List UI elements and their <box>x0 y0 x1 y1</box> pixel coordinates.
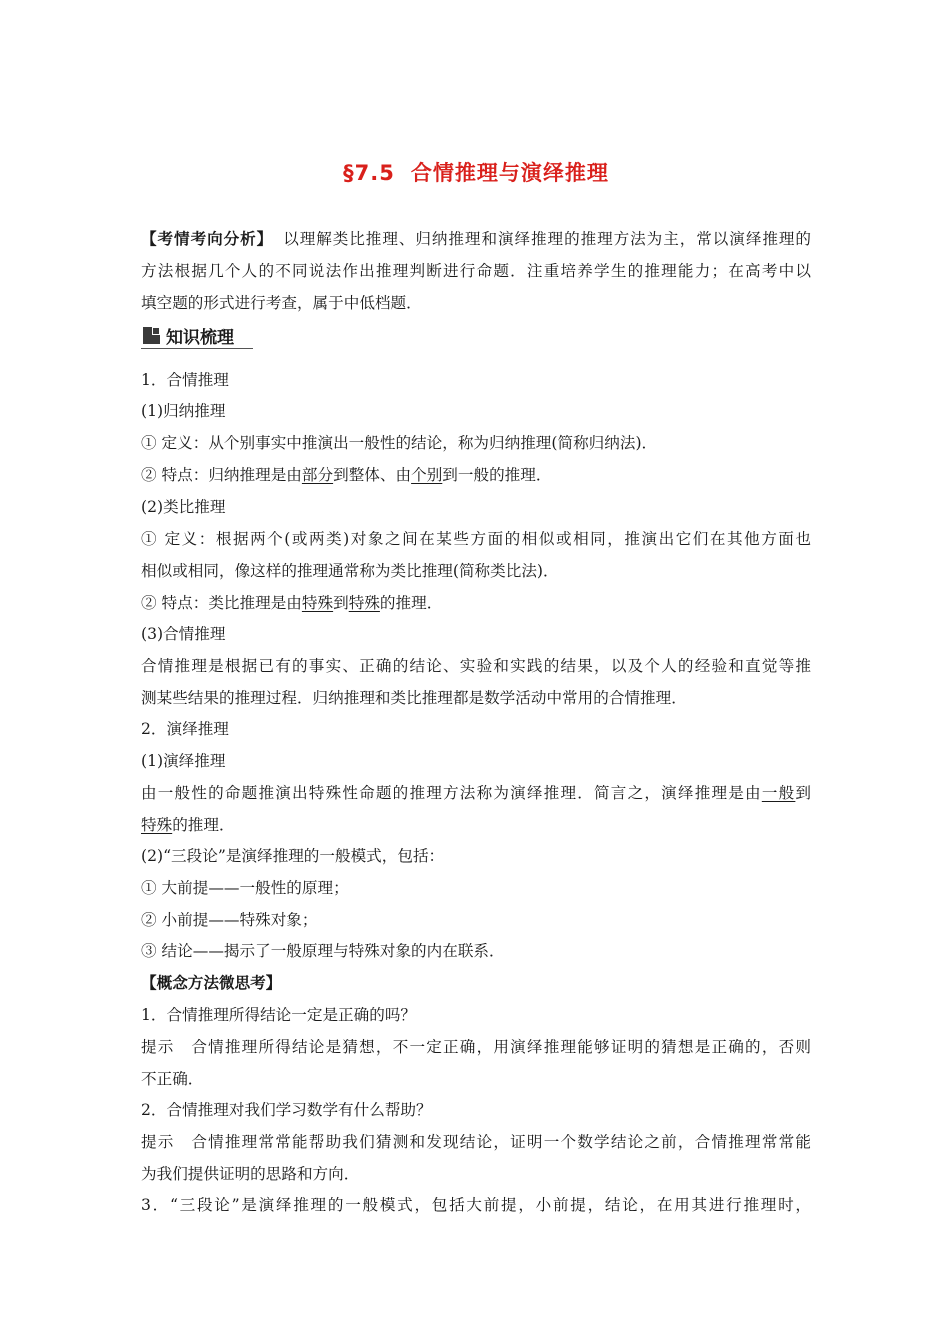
section-number: §7.5 <box>343 161 395 185</box>
underline-term: 特殊 <box>141 816 173 834</box>
knowledge-heading <box>141 322 253 350</box>
underline-term: 特殊 <box>301 594 334 612</box>
knowledge-heading-label: 知识梳理 <box>166 328 234 348</box>
s1-sub1-definition: ① 定义：从个别事实中推演出一般性的结论，称为归纳推理(简称归纳法)． <box>141 434 658 452</box>
s1-sub1: (1)归纳推理 <box>141 402 226 420</box>
think-question-2: 2．合情推理对我们学习数学有什么帮助？ <box>141 1101 432 1119</box>
underline-term: 特殊 <box>348 594 380 612</box>
think-answer-2-line-2: 为我们提供证明的思路和方向． <box>141 1165 360 1183</box>
think-answer-1-line-2: 不正确． <box>141 1070 204 1088</box>
underline-term: 部分 <box>301 466 334 484</box>
underline-term: 一般 <box>761 784 796 802</box>
s2-sub2: (2)“三段论”是演绎推理的一般模式，包括： <box>141 847 445 865</box>
s2-item-2: ② 小前提——特殊对象； <box>141 911 318 929</box>
analysis-text-1: 以理解类比推理、归纳推理和演绎推理的推理方法为主，常以演绎推理的 <box>283 230 811 248</box>
s2-item-1: ① 大前提——一般性的原理； <box>141 879 349 897</box>
analysis-label: 【考情考向分析】 <box>141 230 274 248</box>
s1-sub2-feature: ② 特点：类比推理是由特殊到特殊的推理． <box>141 594 443 612</box>
think-question-1: 1．合情推理所得结论一定是正确的吗？ <box>141 1006 417 1024</box>
s1-sub3: (3)合情推理 <box>141 625 226 643</box>
s2-item-3: ③ 结论——揭示了一般原理与特殊对象的内在联系． <box>141 942 505 960</box>
s1-sub1-feature: ② 特点：归纳推理是由部分到整体、由个别到一般的推理． <box>141 466 552 484</box>
analysis-line-1 <box>141 229 811 249</box>
analysis-line-2: 方法根据几个人的不同说法作出推理判断进行命题．注重培养学生的推理能力；在高考中以 <box>141 262 811 280</box>
s1-sub3-text-2: 测某些结果的推理过程．归纳推理和类比推理都是数学活动中常用的合情推理． <box>141 689 687 707</box>
underline-term: 个别 <box>411 466 443 484</box>
think-answer-1-line-1: 提示 合情推理所得结论是猜想，不一定正确，用演绎推理能够证明的猜想是正确的，否则 <box>141 1038 811 1056</box>
s1-sub2-definition-1: ① 定义：根据两个(或两类)对象之间在某些方面的相似或相同，推演出它们在其他方面也 <box>141 530 811 548</box>
s2-sub1: (1)演绎推理 <box>141 752 226 770</box>
s2-sub1-text-2: 特殊的推理． <box>141 816 235 834</box>
think-question-3: 3．“三段论”是演绎推理的一般模式，包括大前提，小前提，结论，在用其进行推理时， <box>141 1196 811 1214</box>
s2-sub1-text-1: 由一般性的命题推演出特殊性命题的推理方法称为演绎推理．简言之，演绎推理是由一般到 <box>141 784 811 802</box>
s1-title: 1．合情推理 <box>141 371 229 389</box>
analysis-line-3: 填空题的形式进行考查，属于中低档题． <box>141 294 422 312</box>
section-title-text: 合情推理与演绎推理 <box>410 161 609 185</box>
s1-sub3-text-1: 合情推理是根据已有的事实、正确的结论、实验和实践的结果，以及个人的经验和直觉等推 <box>141 657 811 675</box>
heading-underline <box>141 348 253 349</box>
s2-title: 2．演绎推理 <box>141 720 229 738</box>
think-answer-2-line-1: 提示 合情推理常常能帮助我们猜测和发现结论，证明一个数学结论之前，合情推理常常能 <box>141 1133 811 1151</box>
think-label: 【概念方法微思考】 <box>141 974 282 992</box>
section-title <box>141 157 811 187</box>
s1-sub2: (2)类比推理 <box>141 498 226 516</box>
s1-sub2-definition-2: 相似或相同，像这样的推理通常称为类比推理(简称类比法)． <box>141 562 559 580</box>
